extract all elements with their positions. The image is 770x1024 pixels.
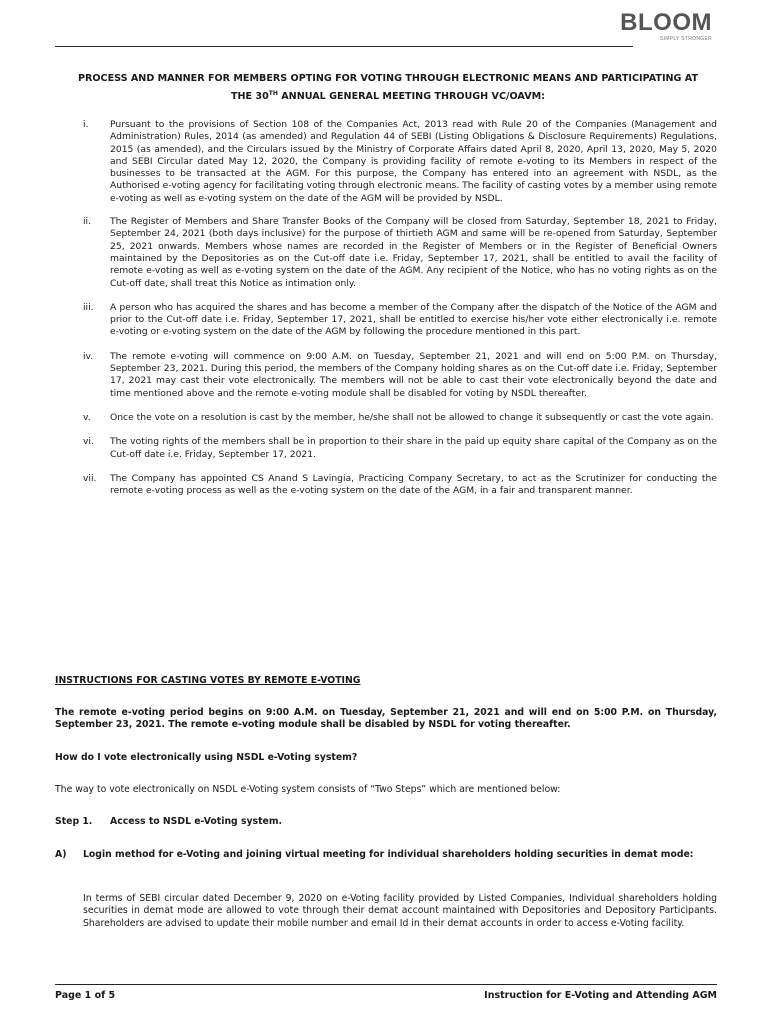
list-item: v. Once the vote on a resolution is cast by the member, he/she shall not be allowed to change it subsequently or cast the vote again. xyxy=(83,411,714,423)
two-steps-intro: The way to vote electronically on NSDL e-Voting system consists of “Two Steps” which are mentioned below: xyxy=(55,784,561,795)
how-to-vote-question: How do I vote electronically using NSDL e-Voting system? xyxy=(55,752,358,763)
list-item: ii. The Register of Members and Share Transfer Books of the Company will be closed from Saturday, September 18, 2021 to Friday, September 24, 2021 (both days inclusive) for the purpose of thirtieth AGM and same will be re-opened from Saturday, September 25, 2021 onwards. Members whose names are recorded in the Register of Members or in the Register of Beneficial Owners maintained by the Depositories as on the Cut-off date i.e. Friday, September 17, 2021, shall be entitled to avail the facility of remote e-voting as well as e-voting system on the date of the AGM. Any recipient of the Notice, who has no voting rights as on the Cut-off date, shall treat this Notice as intimation only. xyxy=(83,216,717,289)
list-item: iii. A person who has acquired the shares and has become a member of the Company after the dispatch of the Notice of the AGM and prior to the Cut-off date i.e. Friday, September 17, 2021, shall be entitled to exercise his/her vote either electronically i.e. remote e-voting or e-voting system on the date of the AGM by following the procedure mentioned in this part. xyxy=(83,301,717,338)
instructions-title: INSTRUCTIONS FOR CASTING VOTES BY REMOTE E-VOTING xyxy=(55,675,361,686)
page-number: Page 1 of 5 xyxy=(55,990,116,1001)
company-logo xyxy=(620,10,712,42)
footer-rule xyxy=(55,984,717,985)
heading-line-1: PROCESS AND MANNER FOR MEMBERS OPTING FOR VOTING THROUGH ELECTRONIC MEANS AND PARTICIPATING AT xyxy=(77,73,698,84)
step-1: Step 1. Access to NSDL e-Voting system. xyxy=(55,816,283,827)
header-rule xyxy=(55,46,633,47)
list-item: vii. The Company has appointed CS Anand S Lavingia, Practicing Company Secretary, to act as the Scrutinizer for conducting the remote e-voting process as well as the e-voting system on the date of the AGM, in a fair and transparent manner. xyxy=(83,472,717,497)
logo-tagline: SIMPLY STRONGER xyxy=(659,36,712,42)
procedure-list xyxy=(55,119,717,497)
voting-period: The remote e-voting period begins on 9:00 A.M. on Tuesday, September 21, 2021 and will end on 5:00 P.M. on Thursday, September 23, 2021. The remote e-voting module shall be disabled by NSDL for voting thereafter. xyxy=(55,707,717,731)
heading-line-2: THE 30TH ANNUAL GENERAL MEETING THROUGH VC/OAVM: xyxy=(230,90,546,103)
section-a-paragraph: In terms of SEBI circular dated December 9, 2020 on e-Voting facility provided by Listed Companies, Individual shareholders holding securities in demat mode are allowed to vote through their demat account maintained with Depositories and Depository Participants. Shareholders are advised to update their mobile number and email Id in their demat accounts in order to access e-Voting facility. xyxy=(83,893,717,929)
list-item: i. Pursuant to the provisions of Section 108 of the Companies Act, 2013 read with Rule 20 of the Companies (Management and Administration) Rules, 2014 (as amended) and Regulation 44 of SEBI (Listing Obligations & Disclosure Requirements) Regulations, 2015 (as amended), and the Circulars issued by the Ministry of Corporate Affairs dated April 8, 2020, April 13, 2020, May 5, 2020 and SEBI Circular dated May 12, 2020, the Company is providing facility of remote e-voting to its Members in respect of the businesses to be transacted at the AGM. For this purpose, the Company has entered into an agreement with NSDL, as the Authorised e-voting agency for facilitating voting through electronic means. The facility of casting votes by a member using remote e-voting as well as e-voting system on the date of the AGM will be provided by NSDL. xyxy=(83,119,717,204)
section-a-heading: A) Login method for e-Voting and joining virtual meeting for individual shareholders holding securities in demat mode: xyxy=(55,849,694,860)
list-item: iv. The remote e-voting will commence on 9:00 A.M. on Tuesday, September 21, 2021 and will end on 5:00 P.M. on Thursday, September 23, 2021. During this period, the members of the Company holding shares as on the Cut-off date i.e. Friday, September 17, 2021 may cast their vote electronically. The members will not be able to cast their vote electronically beyond the date and time mentioned above and the remote e-voting module shall be disabled for voting by NSDL thereafter. xyxy=(83,350,717,399)
footer-title: Instruction for E-Voting and Attending AGM xyxy=(484,990,717,1001)
page-heading xyxy=(58,71,718,104)
list-item: vi. The voting rights of the members shall be in proportion to their share in the paid up equity share capital of the Company as on the Cut-off date i.e. Friday, September 17, 2021. xyxy=(83,436,717,460)
logo-name: BLOOM xyxy=(620,9,712,36)
